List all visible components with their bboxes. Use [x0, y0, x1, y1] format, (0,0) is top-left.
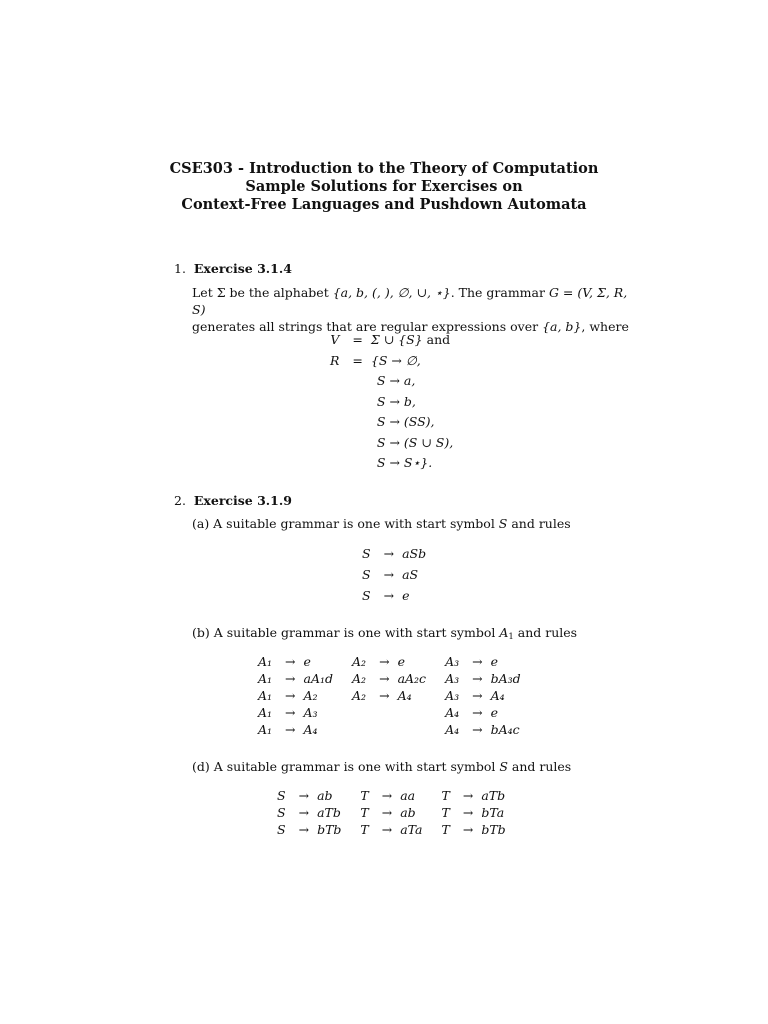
rule-rhs: ab — [317, 788, 333, 803]
equals-sign: = — [352, 352, 363, 368]
r-rule: S → (SS), — [376, 414, 435, 429]
rule-rhs: A₄ — [490, 688, 505, 703]
arrow: → — [298, 805, 310, 820]
arrow: → — [381, 788, 393, 803]
column-gap — [338, 704, 352, 721]
rule-lhs: S — [362, 588, 371, 603]
rule-rhs: bTa — [481, 805, 505, 820]
equals-sign: = — [352, 332, 363, 347]
rule-lhs: A₃ — [445, 654, 460, 669]
text: (d) A suitable grammar is one with start symbol — [192, 759, 500, 774]
part-a-rules — [362, 543, 431, 606]
rule-row — [258, 670, 526, 687]
text: . The grammar — [450, 285, 549, 300]
sigma-symbol: Σ — [216, 285, 226, 300]
arrow: → — [462, 788, 474, 803]
r-rule: S → S⋆}. — [376, 455, 433, 470]
rule-rhs: A₄ — [397, 688, 412, 703]
part-b-intro — [192, 624, 632, 641]
rule-rhs: e — [303, 654, 311, 669]
r-rule: S → (S ∪ S), — [376, 434, 454, 450]
document-title — [0, 160, 768, 214]
arrow: → — [298, 788, 310, 803]
rule-lhs: T — [441, 788, 450, 803]
rule-lhs: S — [277, 822, 286, 837]
rule-lhs: S — [277, 805, 286, 820]
terminal-set: {a, b} — [542, 319, 582, 334]
v-r-definition — [330, 330, 458, 474]
rule-lhs: A₄ — [445, 722, 460, 737]
rule-lhs: A₂ — [352, 654, 367, 669]
column-gap — [431, 721, 445, 738]
rule-lhs: S — [277, 788, 286, 803]
rule-rhs: aTb — [317, 805, 341, 820]
rule-lhs: A₁ — [258, 705, 273, 720]
r-lhs: R — [330, 352, 340, 368]
rule-rhs: A₄ — [303, 722, 318, 737]
rule-row — [258, 687, 526, 704]
r-rule: {S → ∅, — [370, 352, 421, 368]
column-gap — [346, 787, 360, 804]
v-set: Σ ∪ {S} — [370, 332, 423, 347]
arrow: → — [379, 654, 390, 669]
rule-lhs: T — [360, 805, 369, 820]
arrow — [371, 704, 397, 721]
rule-row — [362, 585, 431, 606]
rule-lhs: A₃ — [445, 671, 460, 686]
arrow: → — [285, 705, 296, 720]
rule-rhs: ab — [400, 805, 416, 820]
column-gap — [428, 804, 442, 821]
rule-rhs: aS — [402, 567, 419, 582]
rule-lhs: S — [362, 546, 371, 561]
column-gap — [338, 653, 352, 670]
subscript: 1 — [508, 632, 514, 642]
column-gap — [431, 653, 445, 670]
rule-rhs: aTa — [400, 822, 423, 837]
rule-row — [277, 821, 511, 838]
rule-rhs: aSb — [402, 546, 427, 561]
v-lhs: V — [330, 332, 340, 347]
arrow: → — [285, 722, 296, 737]
column-gap — [431, 687, 445, 704]
column-gap — [338, 670, 352, 687]
rule-row — [277, 787, 511, 804]
rule-row — [258, 704, 526, 721]
rule-lhs: A₁ — [258, 671, 273, 686]
rule-lhs: A₃ — [445, 688, 460, 703]
column-gap — [431, 704, 445, 721]
rule-rhs: aA₂c — [397, 671, 427, 686]
arrow: → — [298, 822, 310, 837]
exercise-1-heading — [174, 261, 292, 276]
rule-row — [258, 653, 526, 670]
rule-rhs: bA₄c — [490, 722, 520, 737]
text: generates all strings that are regular expressions over — [192, 319, 543, 334]
rule-rhs: bA₃d — [490, 671, 521, 686]
arrow: → — [472, 688, 483, 703]
text: and rules — [507, 516, 571, 531]
start-symbol: S — [499, 759, 508, 774]
arrow: → — [472, 654, 483, 669]
column-gap — [428, 821, 442, 838]
rule-lhs: T — [360, 822, 369, 837]
column-gap — [346, 804, 360, 821]
exercise-2-heading — [174, 493, 292, 508]
rule-rhs: bTb — [481, 822, 506, 837]
part-d-rules — [277, 787, 511, 838]
rule-rhs: e — [397, 654, 405, 669]
title-line-1: CSE303 - Introduction to the Theory of Computation — [169, 160, 599, 177]
rule-rhs — [398, 704, 432, 721]
column-gap — [346, 821, 360, 838]
title-line-3: Context-Free Languages and Pushdown Automata — [181, 196, 587, 213]
rule-lhs: T — [360, 788, 369, 803]
text: and rules — [507, 759, 572, 774]
rule-rhs: e — [490, 705, 498, 720]
arrow: → — [462, 805, 474, 820]
text: (a) A suitable grammar is one with start symbol — [192, 516, 499, 531]
rule-lhs: A₁ — [258, 722, 273, 737]
arrow: → — [285, 671, 296, 686]
rule-lhs: A₁ — [258, 654, 273, 669]
arrow: → — [383, 588, 395, 603]
rule-lhs: A₁ — [258, 688, 273, 703]
column-gap — [431, 670, 445, 687]
item-number: 2. — [174, 493, 186, 508]
rule-lhs: S — [362, 567, 371, 582]
exercise-title: Exercise 3.1.9 — [193, 493, 292, 508]
part-d-intro — [192, 758, 632, 775]
part-b-rules — [258, 653, 526, 738]
arrow: → — [472, 671, 483, 686]
rule-lhs: T — [441, 822, 450, 837]
text: and rules — [513, 625, 578, 640]
arrow: → — [379, 688, 390, 703]
rule-rhs: aa — [400, 788, 416, 803]
rule-row — [362, 543, 431, 564]
r-rule: S → a, — [376, 373, 416, 388]
arrow: → — [381, 822, 393, 837]
part-a-intro — [192, 515, 632, 532]
text: , where — [581, 319, 629, 334]
text: Let — [192, 285, 217, 300]
alphabet-set: {a, b, (, ), ∅, ∪, ⋆} — [332, 285, 451, 300]
start-symbol: S — [498, 516, 508, 531]
arrow: → — [462, 822, 474, 837]
arrow: → — [472, 722, 483, 737]
text: be the alphabet — [225, 285, 333, 300]
rule-lhs: A₂ — [352, 688, 367, 703]
text: (b) A suitable grammar is one with start symbol — [192, 625, 500, 640]
rule-row — [258, 721, 526, 738]
arrow: → — [472, 705, 483, 720]
rule-rhs: bTb — [317, 822, 342, 837]
exercise-title: Exercise 3.1.4 — [193, 261, 292, 276]
arrow: → — [285, 688, 296, 703]
rule-row — [362, 564, 431, 585]
rule-lhs — [352, 721, 371, 738]
grammar-tuple: G = (V, Σ, R, S) — [192, 285, 628, 317]
rule-lhs: A₂ — [352, 671, 367, 686]
column-gap — [338, 687, 352, 704]
rule-lhs: A₄ — [445, 705, 460, 720]
column-gap — [338, 721, 352, 738]
exercise-1-paragraph — [192, 284, 632, 335]
rule-rhs: e — [490, 654, 498, 669]
item-number: 1. — [174, 261, 186, 276]
rule-lhs — [352, 704, 371, 721]
title-line-2: Sample Solutions for Exercises on — [245, 178, 523, 195]
r-rule: S → b, — [376, 393, 416, 409]
and-word: and — [422, 332, 451, 347]
rule-row — [277, 804, 511, 821]
rule-rhs: e — [402, 588, 410, 603]
rule-rhs: aTb — [481, 788, 506, 803]
arrow — [371, 721, 397, 738]
rule-lhs: T — [441, 805, 450, 820]
rule-rhs: A₃ — [303, 705, 318, 720]
start-symbol: A — [499, 625, 509, 640]
column-gap — [428, 787, 442, 804]
arrow: → — [285, 654, 296, 669]
arrow: → — [381, 805, 393, 820]
arrow: → — [379, 671, 390, 686]
rule-rhs: aA₁d — [303, 671, 334, 686]
rule-rhs — [398, 721, 432, 738]
rule-rhs: A₂ — [303, 688, 318, 703]
arrow: → — [383, 567, 395, 582]
arrow: → — [383, 546, 395, 561]
v-rhs — [371, 330, 458, 351]
